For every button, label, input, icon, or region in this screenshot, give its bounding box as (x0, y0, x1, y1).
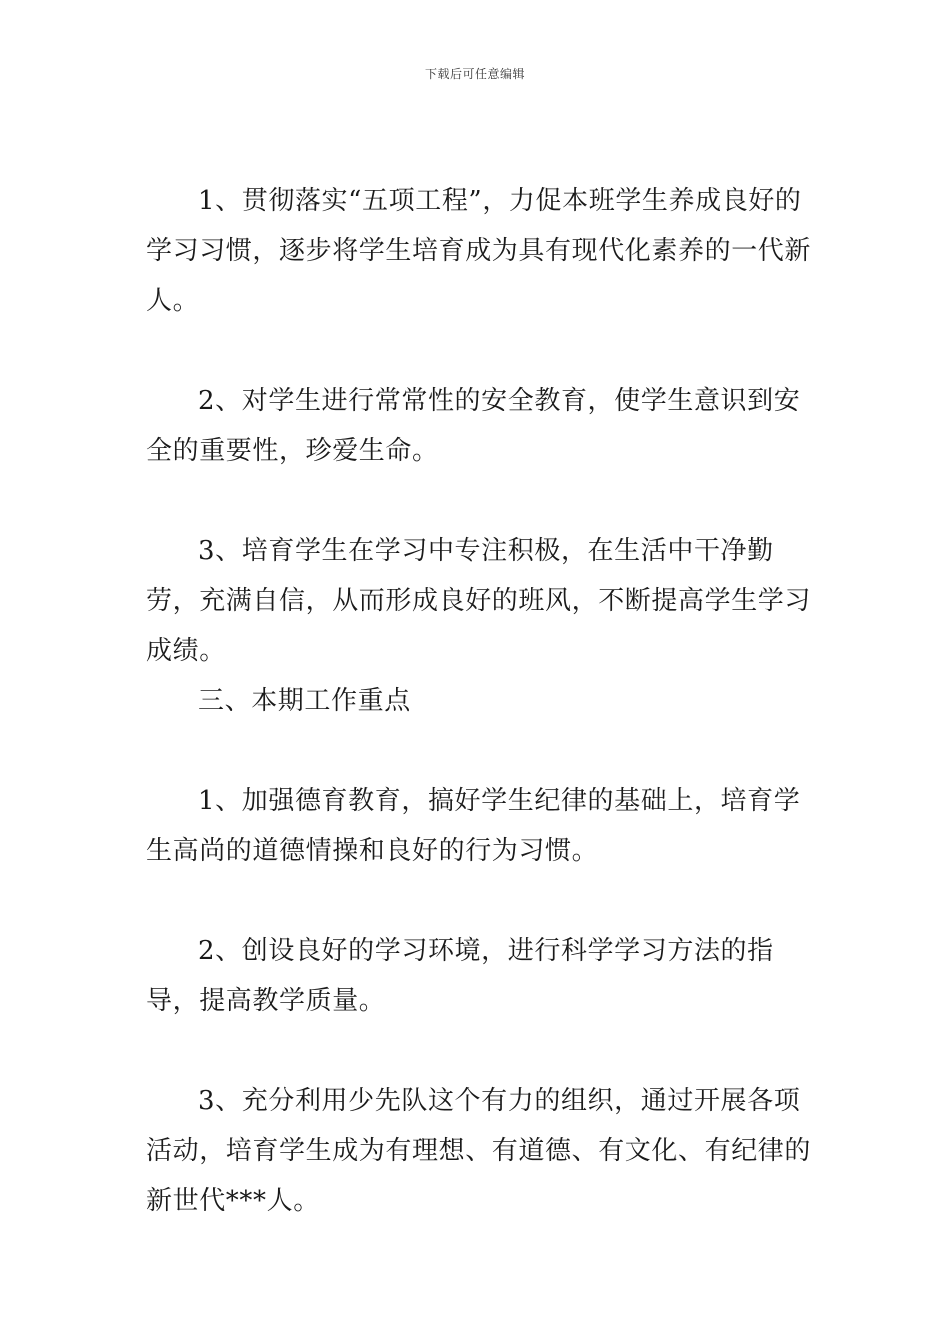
paragraph-focus-2: 2、创设良好的学习环境，进行科学学习方法的指导，提高教学质量。 (146, 936, 774, 1016)
header-note: 下载后可任意编辑 (424, 67, 525, 81)
paragraph-goal-1: 1、贯彻落实“五项工程”，力促本班学生养成良好的学习习惯，逐步将学生培育成为具有现代化素养的一代新人。 (146, 186, 812, 316)
paragraph-goal-2: 2、对学生进行常常性的安全教育，使学生意识到安全的重要性，珍爱生命。 (146, 386, 801, 466)
section-heading-work-focus: 三、本期工作重点 (198, 686, 411, 716)
paragraph-goal-3: 3、培育学生在学习中专注积极，在生活中干净勤劳，充满自信，从而形成良好的班风，不断提高学生学习成绩。 (146, 536, 812, 666)
paragraph-focus-3: 3、充分利用少先队这个有力的组织，通过开展各项活动，培育学生成为有理想、有道德、有文化、有纪律的新世代***人。 (146, 1086, 812, 1216)
paragraph-focus-1: 1、加强德育教育，搞好学生纪律的基础上，培育学生高尚的道德情操和良好的行为习惯。 (146, 786, 801, 866)
